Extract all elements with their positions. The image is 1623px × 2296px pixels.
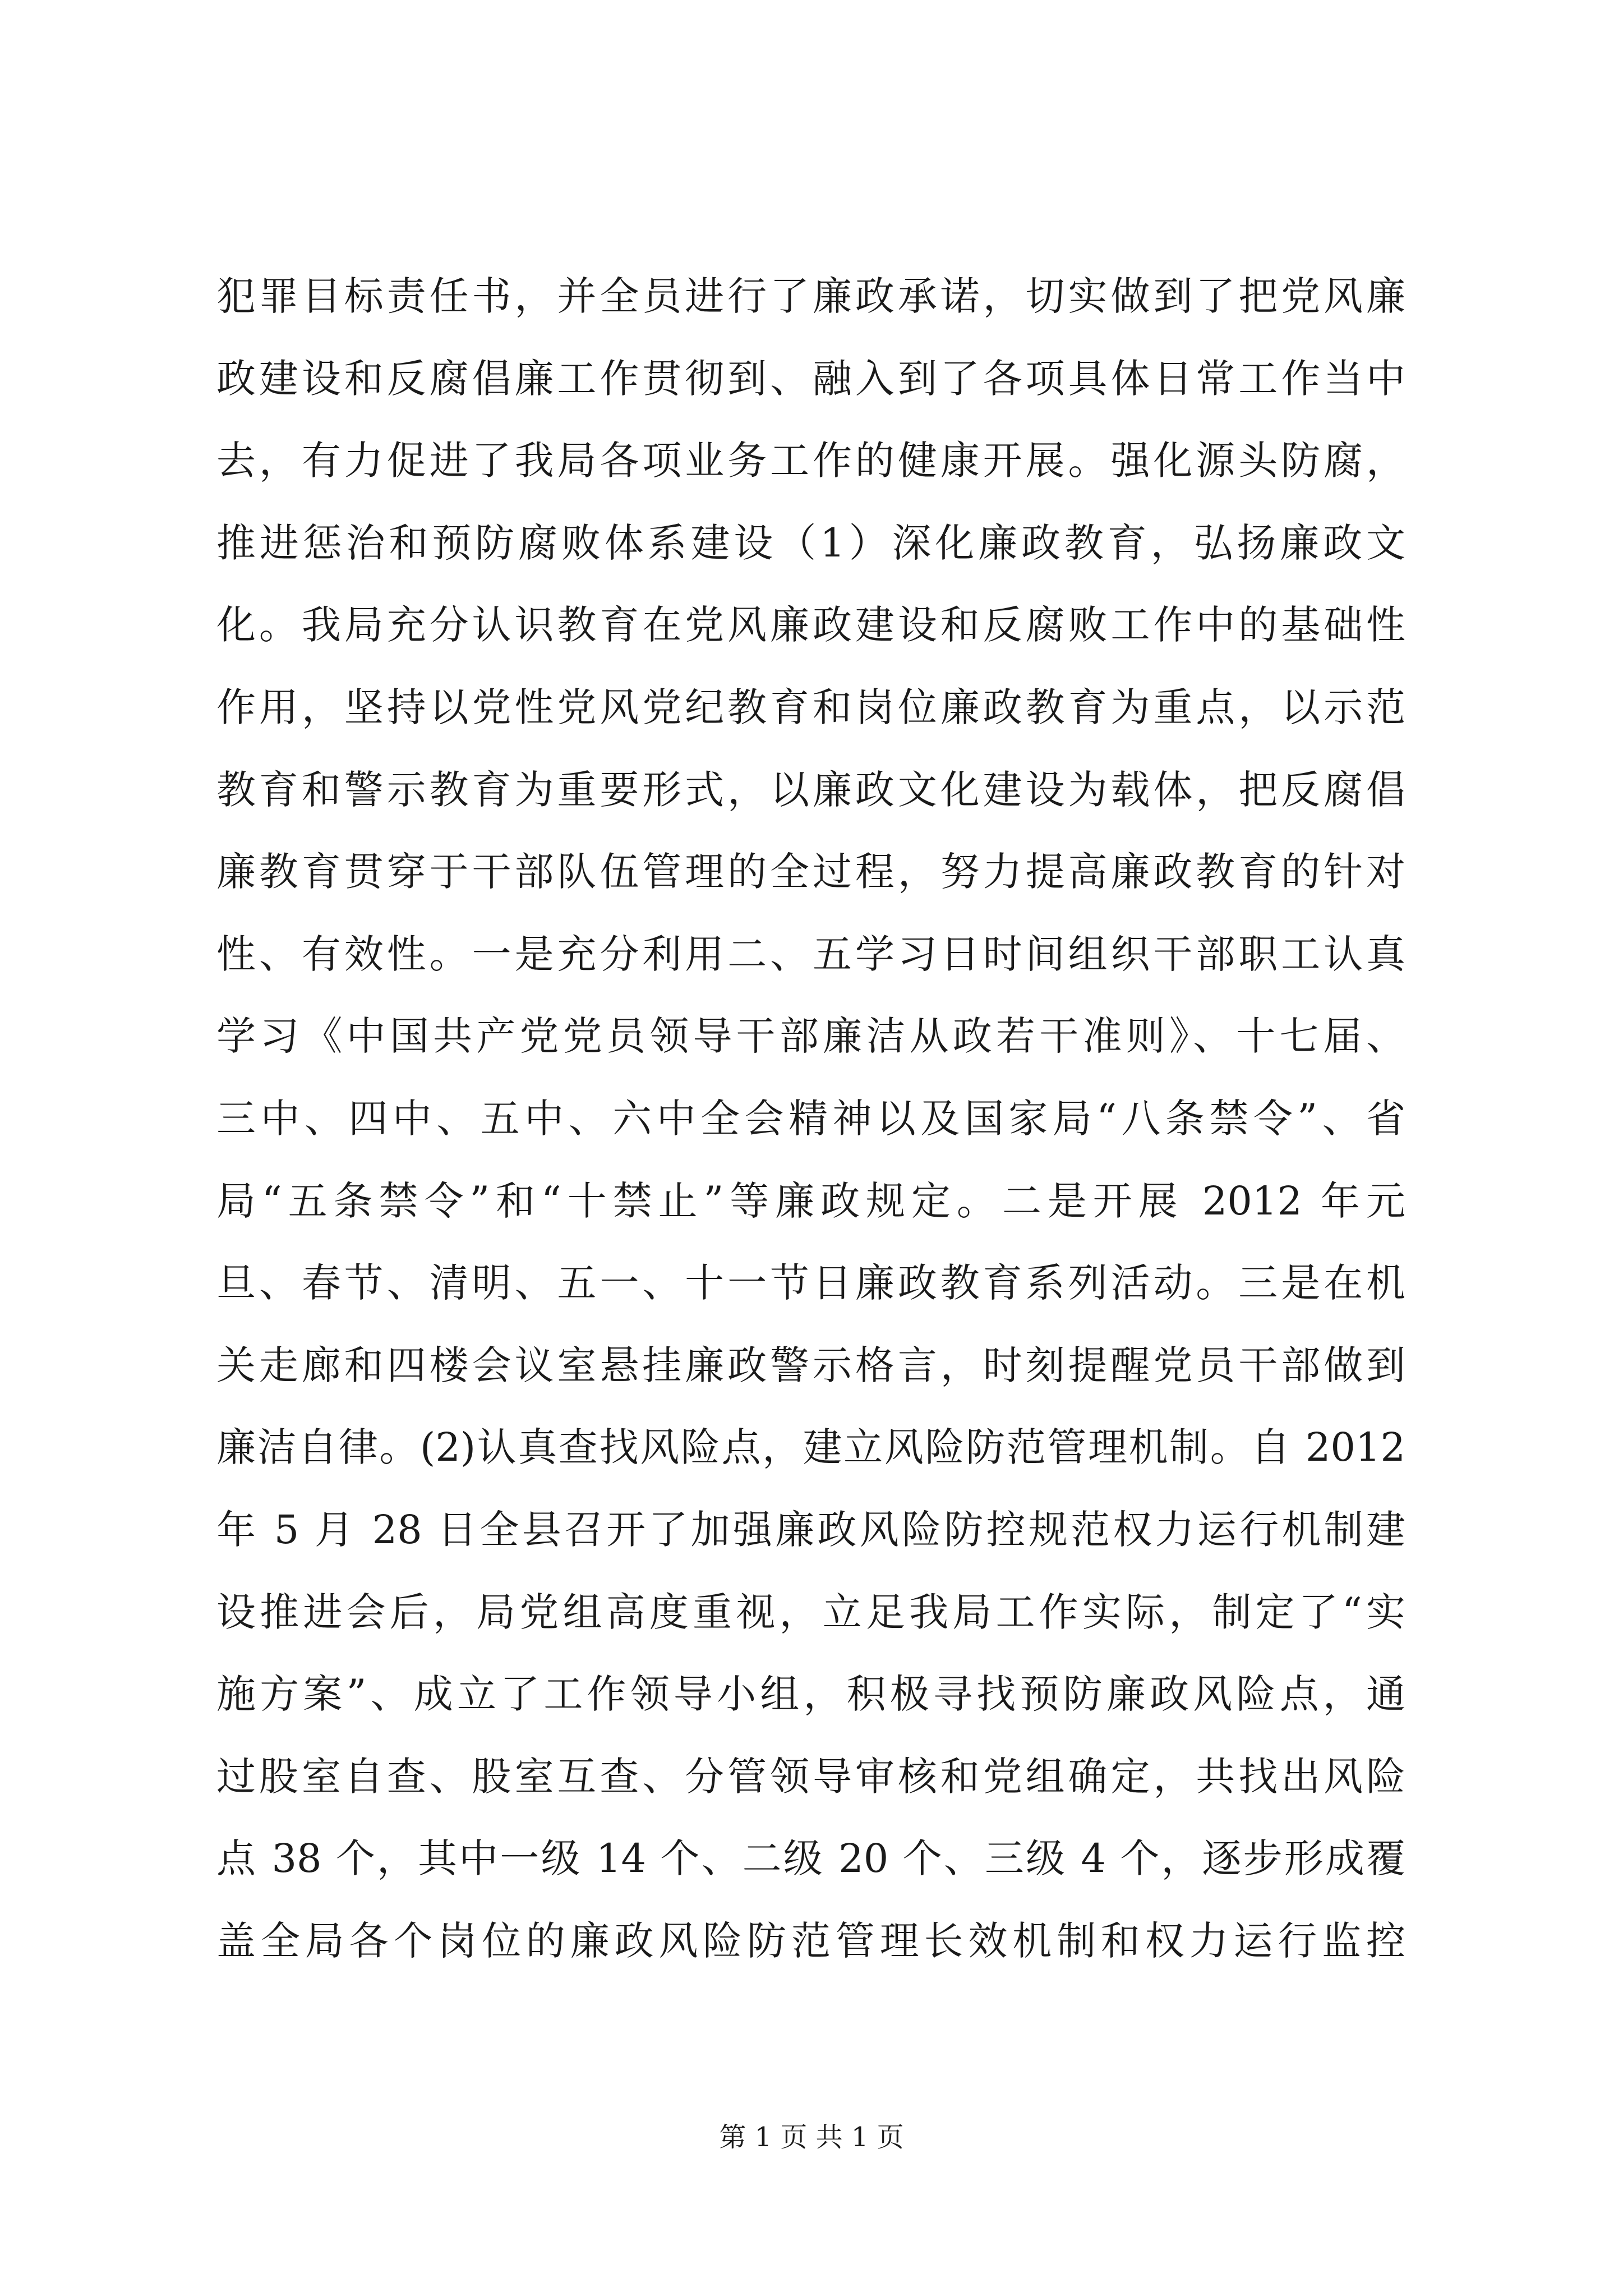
text-line-9: 性、有效性。一是充分利用二、五学习日时间组织干部职工认真	[216, 931, 1405, 977]
text-line-5: 化。我局充分认识教育在党风廉政建设和反腐败工作中的基础性	[216, 602, 1405, 648]
text-line-8: 廉教育贯穿于干部队伍管理的全过程，努力提高廉政教育的针对	[216, 849, 1405, 895]
text-line-17: 设推进会后，局党组高度重视，立足我局工作实际，制定了“实	[216, 1589, 1405, 1635]
text-line-3: 去，有力促进了我局各项业务工作的健康开展。强化源头防腐，	[216, 438, 1405, 484]
page-footer	[0, 2120, 1623, 2154]
text-line-16: 年 5 月 28 日全县召开了加强廉政风险防控规范权力运行机制建	[216, 1506, 1405, 1553]
text-line-2: 政建设和反腐倡廉工作贯彻到、融入到了各项具体日常工作当中	[216, 355, 1405, 402]
text-line-15: 廉洁自律。(2)认真查找风险点，建立风险防范管理机制。自 2012	[216, 1424, 1405, 1471]
text-line-7: 教育和警示教育为重要形式，以廉政文化建设为载体，把反腐倡	[216, 766, 1405, 813]
body-text	[216, 255, 1405, 1982]
text-line-1: 犯罪目标责任书，并全员进行了廉政承诺，切实做到了把党风廉	[216, 273, 1405, 319]
text-line-14: 关走廊和四楼会议室悬挂廉政警示格言，时刻提醒党员干部做到	[216, 1342, 1405, 1388]
page-number-label: 第 1 页 共 1 页	[719, 2122, 904, 2153]
text-line-4: 推进惩治和预防腐败体系建设（1）深化廉政教育，弘扬廉政文	[216, 519, 1405, 566]
text-line-10: 学习《中国共产党党员领导干部廉洁从政若干准则》、十七届、	[216, 1013, 1405, 1060]
text-line-20: 点 38 个，其中一级 14 个、二级 20 个、三级 4 个，逐步形成覆	[216, 1835, 1405, 1882]
text-line-6: 作用，坚持以党性党风党纪教育和岗位廉政教育为重点，以示范	[216, 684, 1405, 730]
text-line-11: 三中、四中、五中、六中全会精神以及国家局“八条禁令”、省	[216, 1095, 1405, 1142]
text-line-21: 盖全局各个岗位的廉政风险防范管理长效机制和权力运行监控	[216, 1917, 1405, 1964]
text-line-18: 施方案”、成立了工作领导小组，积极寻找预防廉政风险点，通	[216, 1671, 1405, 1718]
text-line-19: 过股室自查、股室互查、分管领导审核和党组确定，共找出风险	[216, 1753, 1405, 1800]
text-line-12: 局“五条禁令”和“十禁止”等廉政规定。二是开展 2012 年元	[216, 1177, 1405, 1224]
text-line-13: 旦、春节、清明、五一、十一节日廉政教育系列活动。三是在机	[216, 1260, 1405, 1306]
